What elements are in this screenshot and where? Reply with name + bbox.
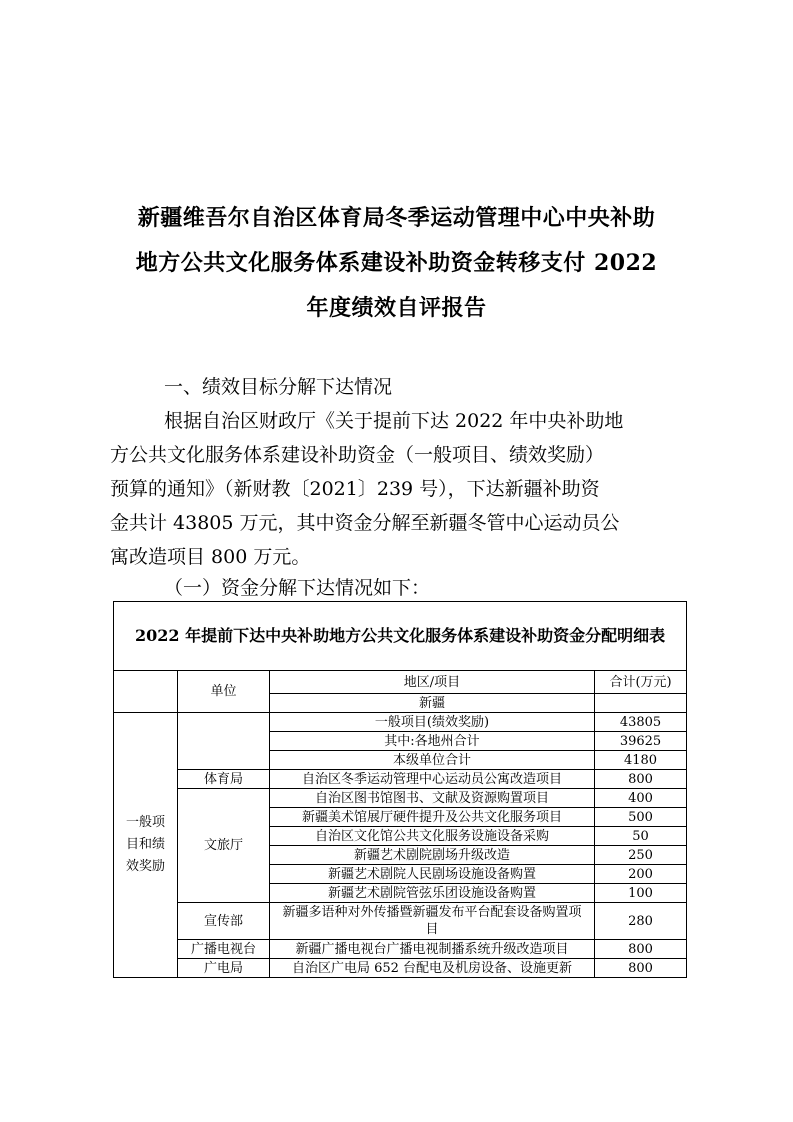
title-line: 地方公共文化服务体系建设补助资金转移支付 2022 xyxy=(135,250,658,276)
project-cell: 一般项目(绩效奖励) xyxy=(270,713,595,732)
project-cell: 本级单位合计 xyxy=(270,751,595,770)
amount-cell: 200 xyxy=(595,865,687,884)
amount-cell: 50 xyxy=(595,827,687,846)
project-cell: 新疆艺术剧院剧场升级改造 xyxy=(270,846,595,865)
unit-header: 单位 xyxy=(178,671,270,713)
project-cell: 自治区文化馆公共文化服务设施设备采购 xyxy=(270,827,595,846)
paragraph-line: 根据自治区财政厅《关于提前下达 2022 年中央补助地 xyxy=(164,410,624,432)
table-row xyxy=(114,940,687,959)
table-row xyxy=(114,770,687,789)
project-cell: 新疆广播电视台广播电视制播系统升级改造项目 xyxy=(270,940,595,959)
unit-cell: 体育局 xyxy=(178,770,270,789)
amount-cell: 400 xyxy=(595,789,687,808)
paragraph-line: 寓改造项目 800 万元。 xyxy=(110,546,311,568)
amount-cell: 800 xyxy=(595,959,687,978)
amount-cell: 100 xyxy=(595,884,687,903)
title-line: 新疆维吾尔自治区体育局冬季运动管理中心中央补助 xyxy=(137,205,656,231)
project-cell: 新疆美术馆展厅硬件提升及公共文化服务项目 xyxy=(270,808,595,827)
table-row xyxy=(114,789,687,808)
amount-cell: 800 xyxy=(595,940,687,959)
group-label: 一般项目和绩效奖励 xyxy=(114,713,178,978)
amount-cell: 800 xyxy=(595,770,687,789)
blank-header-cell xyxy=(595,694,687,713)
unit-cell: 宣传部 xyxy=(178,903,270,940)
amount-cell: 4180 xyxy=(595,751,687,770)
project-cell: 自治区冬季运动管理中心运动员公寓改造项目 xyxy=(270,770,595,789)
amount-cell: 250 xyxy=(595,846,687,865)
allocation-table xyxy=(113,601,687,978)
table-row xyxy=(114,903,687,940)
total-header: 合计(万元) xyxy=(595,671,687,694)
amount-cell: 280 xyxy=(595,903,687,940)
unit-cell: 文旅厅 xyxy=(178,789,270,903)
table-caption: 2022 年提前下达中央补助地方公共文化服务体系建设补助资金分配明细表 xyxy=(114,602,687,671)
project-cell: 新疆艺术剧院管弦乐团设施设备购置 xyxy=(270,884,595,903)
table-row xyxy=(114,959,687,978)
section-heading: 一、绩效目标分解下达情况 xyxy=(164,376,393,398)
amount-cell: 43805 xyxy=(595,713,687,732)
subsection-heading: （一）资金分解下达情况如下： xyxy=(164,577,431,599)
blank-header-cell xyxy=(114,671,178,713)
title-line: 年度绩效自评报告 xyxy=(306,295,487,321)
paragraph-line: 方公共文化服务体系建设补助资金（一般项目、绩效奖励） xyxy=(110,444,605,466)
region-project-header: 地区/项目 xyxy=(270,671,595,694)
table-caption-row xyxy=(114,602,687,671)
project-cell: 自治区图书馆图书、文献及资源购置项目 xyxy=(270,789,595,808)
project-cell: 新疆艺术剧院人民剧场设施设备购置 xyxy=(270,865,595,884)
unit-cell: 广播电视台 xyxy=(178,940,270,959)
unit-cell: 广电局 xyxy=(178,959,270,978)
paragraph-line: 金共计 43805 万元，其中资金分解至新疆冬管中心运动员公 xyxy=(110,512,620,534)
table-row xyxy=(114,713,687,732)
table-header-row xyxy=(114,671,687,694)
amount-cell: 39625 xyxy=(595,732,687,751)
region-header: 新疆 xyxy=(270,694,595,713)
project-cell: 新疆多语种对外传播暨新疆发布平台配套设备购置项目 xyxy=(270,903,595,940)
report-title xyxy=(110,196,683,331)
paragraph-line: 预算的通知》（新财教〔2021〕239 号），下达新疆补助资 xyxy=(110,478,600,500)
project-cell: 自治区广电局 652 台配电及机房设备、设施更新 xyxy=(270,959,595,978)
project-cell: 其中:各地州合计 xyxy=(270,732,595,751)
amount-cell: 500 xyxy=(595,808,687,827)
blank-unit-cell xyxy=(178,713,270,770)
